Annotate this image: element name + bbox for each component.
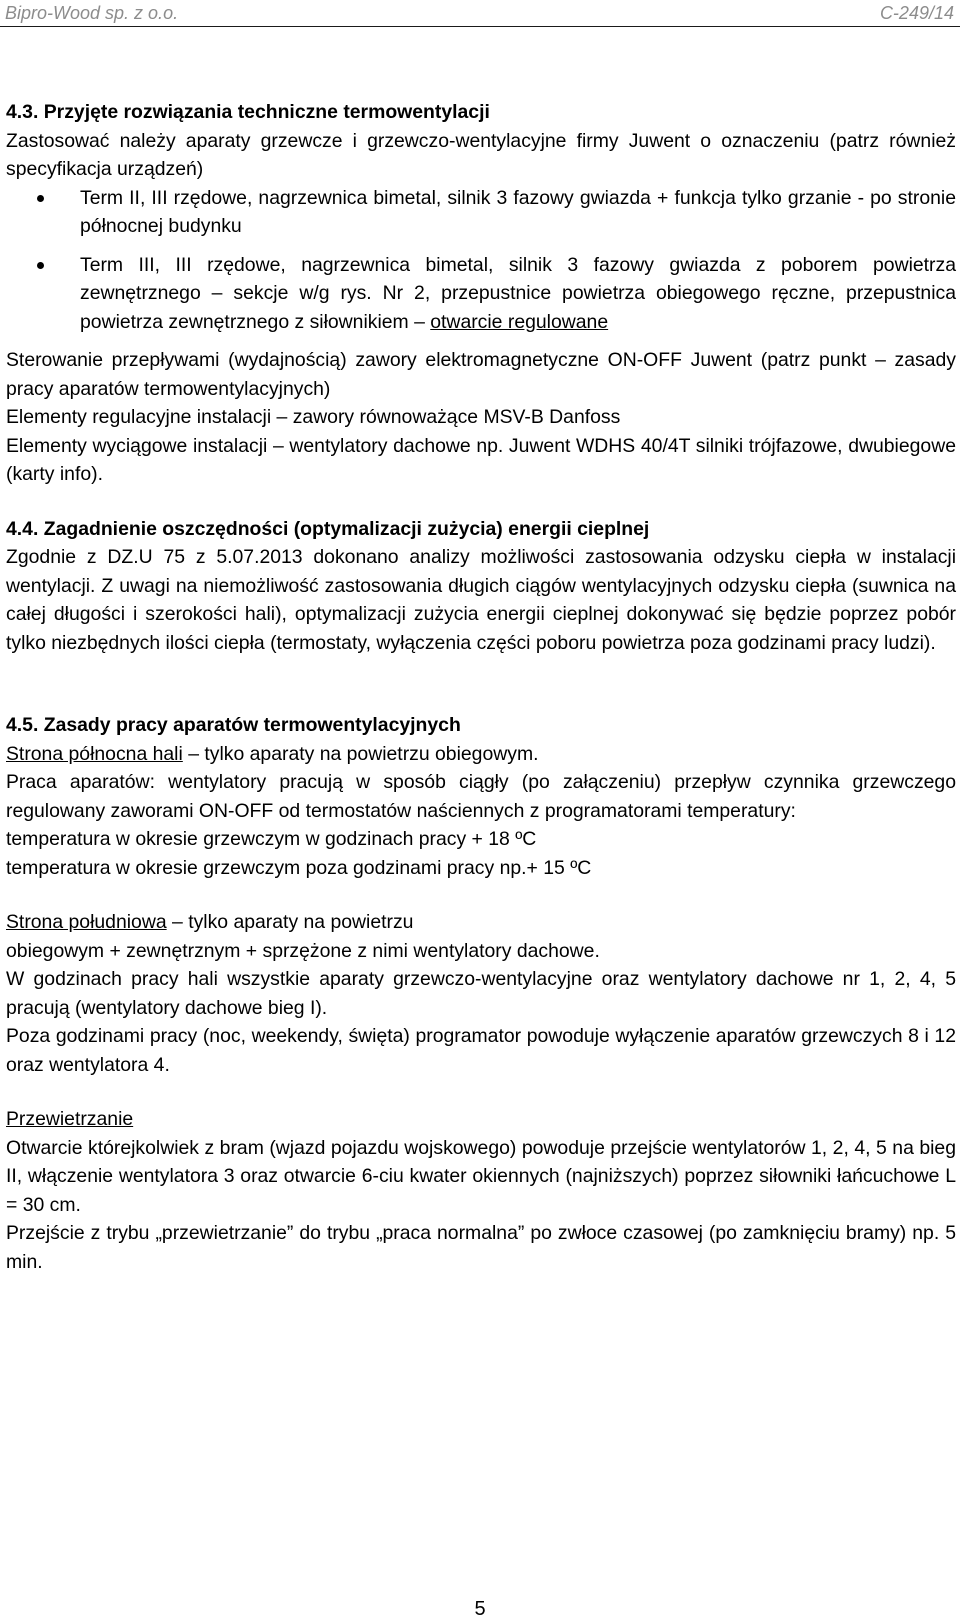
control-paragraph: Sterowanie przepływami (wydajnością) zawory elektromagnetyczne ON-OFF Juwent (patrz punkt – zasady pracy aparatów termowentylacyjnych) [6,349,956,400]
north-side-text: – tylko aparaty na powietrzu obiegowym. [182,742,539,765]
page-number: 5 [474,1598,486,1620]
ventilation-heading [6,1105,956,1134]
north-side-label: Strona północna hali [6,742,183,765]
bullet-icon [37,262,44,269]
equipment-list [6,184,956,337]
temperature-line-work-hours: temperatura w okresie grzewczym w godzinach pracy + 18 ºC [6,828,537,850]
exhaust-paragraph: Elementy wyciągowe instalacji – wentylatory dachowe np. Juwent WDHS 40/4T silniki trójfazowe, dwubiegowe (karty info). [6,434,956,485]
south-side-label: Strona południowa [6,911,167,933]
section-number: 4.4. [6,517,44,540]
page-header [0,0,960,27]
list-item [6,251,956,337]
list-item-text: Term III, III rzędowe, nagrzewnica bimetal, silnik 3 fazowy gwiazda z poborem powietrza zewnętrznego – sekcje w/g rys. Nr 2, przepustnice powietrza obiegowego ręczne, przepustnica powietrza zewnętrznego z siłownikiem – [80,253,956,333]
section-4-3-heading [6,98,956,127]
ventilation-label: Przewietrzanie [6,1108,134,1130]
south-side-text: – tylko aparaty na powietrzu [166,911,414,933]
south-side-line-2: obiegowym + zewnętrznym + sprzężone z nimi wentylatory dachowe. [6,939,600,962]
operation-paragraph: Praca aparatów: wentylatory pracują w sposób ciągły (po załączeniu) przepływ czynnika grzewczego regulowany zaworami ON-OFF od termostatów naściennych z programatorami temperatury: [6,771,956,822]
section-number: 4.3. [6,101,44,123]
section-title: Przyjęte rozwiązania techniczne termowentylacji [43,101,490,123]
section-title: Zasady pracy aparatów termowentylacyjnych [43,714,461,736]
document-body [6,98,956,1276]
bullet-icon [37,195,44,202]
list-item-text: Term II, III rzędowe, nagrzewnica bimetal, silnik 3 fazowy gwiazda + funkcja tylko grzanie - po stronie północnej budynku [80,186,956,237]
section-4-4-heading [6,515,956,544]
energy-paragraph: Zgodnie z DZ.U 75 z 5.07.2013 dokonano analizy możliwości zastosowania odzysku ciepła w instalacji wentylacji. Z uwagi na niemożliwość zastosowania długich ciągów wentylacyjnych odzysku ciepła (suwnica na całej długości i szerokości hali), optymalizacji zużycia energii cieplnej dokonywać się będzie poprzez pobór tylko niezbędnych ilości ciepła (termostaty, wyłączenia części poboru powietrza poza godzinami pracy ludzi). [6,546,956,654]
off-hours-paragraph: Poza godzinami pracy (noc, weekendy, święta) programator powoduje wyłączenie aparatów grzewczych 8 i 12 oraz wentylatora 4. [6,1025,956,1076]
south-side-paragraph [6,908,956,937]
list-item-underlined-text: otwarcie regulowane [430,310,609,333]
header-doc-code: C-249/14 [879,3,954,23]
temperature-line-off-hours: temperatura w okresie grzewczym poza godzinami pracy np.+ 15 ºC [6,856,592,879]
section-4-3-intro: Zastosować należy aparaty grzewcze i grzewczo-wentylacyjne firmy Juwent o oznaczeniu (patrz również specyfikacja urządzeń) [6,129,956,180]
north-side-paragraph [6,740,956,769]
section-number: 4.5. [6,714,44,736]
header-company: Bipro-Wood sp. z o.o. [5,3,179,23]
ventilation-paragraph-1: Otwarcie którejkolwiek z bram (wjazd pojazdu wojskowego) powoduje przejście wentylatorów 1, 2, 4, 5 na bieg II, włączenie wentylatora 3 oraz otwarcie 6-ciu kwater okiennych (najniższych) poprzez siłowniki łańcuchowe L = 30 cm. [6,1136,956,1216]
section-4-5-heading [6,711,956,740]
ventilation-paragraph-2: Przejście z trybu „przewietrzanie” do trybu „praca normalna” po zwłoce czasowej (po zamknięciu bramy) np. 5 min. [6,1222,956,1273]
regulation-paragraph: Elementy regulacyjne instalacji – zawory równoważące MSV-B Danfoss [6,406,621,428]
list-item [6,184,956,241]
work-hours-paragraph: W godzinach pracy hali wszystkie aparaty grzewczo-wentylacyjne oraz wentylatory dachowe nr 1, 2, 4, 5 pracują (wentylatory dachowe bieg I). [6,968,956,1019]
section-title: Zagadnienie oszczędności (optymalizacji zużycia) energii cieplnej [43,517,650,540]
